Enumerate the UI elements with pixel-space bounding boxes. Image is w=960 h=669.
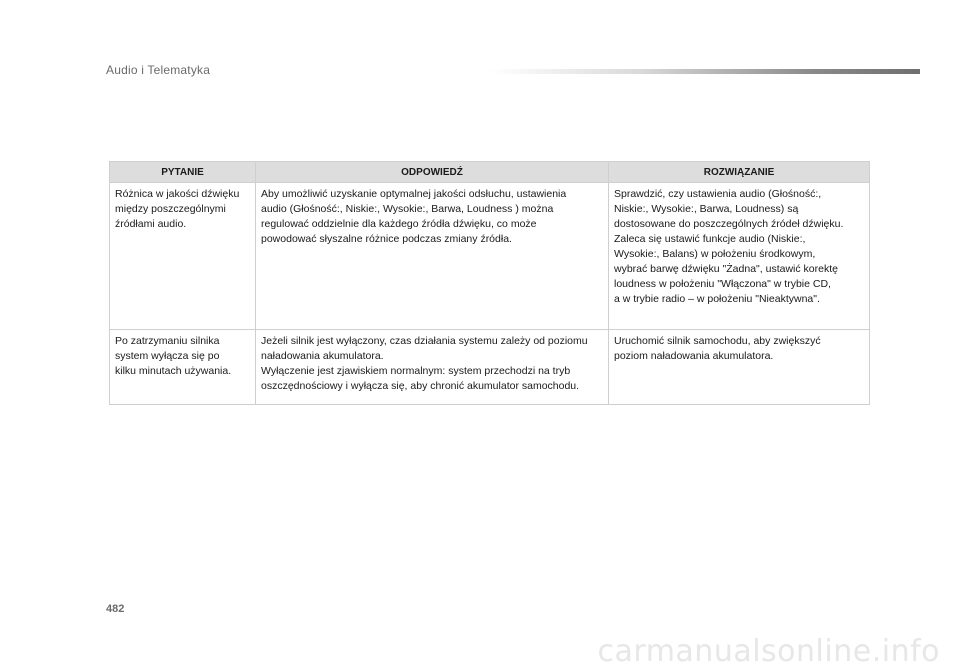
answer-cell: Jeżeli silnik jest wyłączony, czas działania systemu zależy od poziomu naładowania akumulatora. Wyłączenie jest zjawiskiem normalnym: system przechodzi na tryb oszczędnościowy i wyłącza się, aby chronić akumulator samochodu.	[256, 330, 609, 405]
table-row	[110, 183, 870, 330]
question-cell: Po zatrzymaniu silnika system wyłącza się po kilku minutach używania.	[110, 330, 256, 405]
answer-cell: Aby umożliwić uzyskanie optymalnej jakości odsłuchu, ustawienia audio (Głośność:, Niskie:, Wysokie:, Barwa, Loudness ) można regulować oddzielnie dla każdego źródła dźwięku, co może powodować słyszalne różnice podczas zmiany źródła.	[256, 183, 609, 330]
table-row	[110, 330, 870, 405]
column-header-solution: ROZWIĄZANIE	[609, 162, 870, 183]
watermark-text: carmanualsonline.info	[597, 634, 940, 669]
section-title: Audio i Telematyka	[106, 63, 211, 77]
column-header-question: PYTANIE	[110, 162, 256, 183]
header-gradient-bar	[490, 69, 920, 74]
column-header-answer: ODPOWIEDŹ	[256, 162, 609, 183]
page-number: 482	[106, 603, 125, 615]
troubleshooting-table	[109, 161, 870, 405]
question-cell: Różnica w jakości dźwięku między poszczególnymi źródłami audio.	[110, 183, 256, 330]
table-header-row	[110, 162, 870, 183]
solution-cell: Uruchomić silnik samochodu, aby zwiększyć poziom naładowania akumulatora.	[609, 330, 870, 405]
solution-cell: Sprawdzić, czy ustawienia audio (Głośność:, Niskie:, Wysokie:, Barwa, Loudness) są dostosowane do poszczególnych źródeł dźwięku. Zaleca się ustawić funkcje audio (Niskie:, Wysokie:, Balans) w położeniu środkowym, wybrać barwę dźwięku "Żadna", ustawić korektę loudness w położeniu "Włączona" w trybie CD, a w trybie radio – w położeniu "Nieaktywna".	[609, 183, 870, 330]
